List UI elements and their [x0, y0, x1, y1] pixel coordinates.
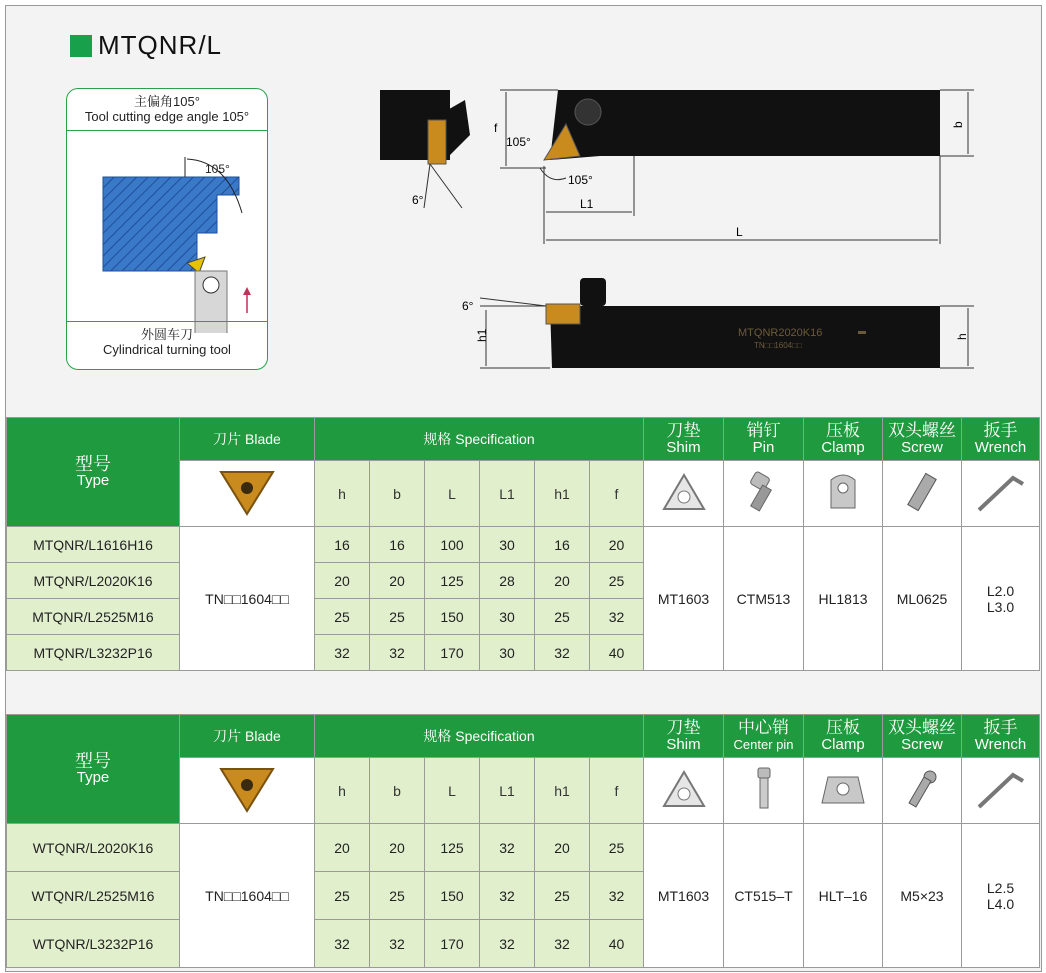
screw-icon [902, 767, 942, 811]
blade-code: TN□□1604□□ [180, 527, 315, 671]
dim-L1: L1 [580, 197, 594, 211]
cell: 20 [315, 563, 370, 599]
spec-col-f: f [590, 461, 644, 527]
spec-header-en: Specification [455, 431, 535, 447]
cell: 32 [480, 920, 535, 968]
wrench-image-cell [962, 461, 1040, 527]
cell: 20 [535, 824, 590, 872]
shim-header [644, 715, 724, 758]
spec-header-zh: 规格 [423, 728, 452, 744]
tool-caption [67, 321, 267, 369]
wrench-size-1: L2.5 [986, 879, 1015, 896]
screw-header-zh: 双头螺丝 [888, 421, 956, 440]
cell: 40 [590, 920, 644, 968]
spec-col-L1: L1 [480, 461, 535, 527]
screw-header-en: Screw [901, 439, 943, 456]
screw-image-cell [883, 461, 962, 527]
wrench-header [962, 418, 1040, 461]
screw-header-zh: 双头螺丝 [888, 718, 956, 737]
end-view-angle: 6° [412, 193, 424, 207]
cell: 25 [315, 599, 370, 635]
cell: 32 [480, 872, 535, 920]
cell: 25 [370, 872, 425, 920]
screw-code: ML0625 [883, 527, 962, 671]
title-marker [70, 35, 92, 57]
cell: 32 [315, 920, 370, 968]
blade-image-cell [180, 461, 315, 527]
blade-header [180, 418, 315, 461]
wrench-size-1: L2.0 [986, 582, 1015, 599]
screw-icon [902, 470, 942, 514]
spec-col-h: h [315, 758, 370, 824]
wrench-code [962, 824, 1040, 968]
pin-header-en: Pin [752, 439, 775, 456]
wrench-icon [973, 470, 1029, 514]
cell: 25 [590, 824, 644, 872]
shank-marking: MTQNR2020K16 [738, 327, 823, 339]
spec-col-f: f [590, 758, 644, 824]
wrench-header [962, 715, 1040, 758]
center-pin-header-en: Center pin [733, 737, 794, 752]
blade-header-zh: 刀片 [213, 728, 242, 744]
spec-col-h: h [315, 461, 370, 527]
spec-col-L: L [425, 461, 480, 527]
clamp-code: HL1813 [804, 527, 883, 671]
wrench-size-2: L3.0 [986, 598, 1015, 615]
type-header [7, 715, 180, 824]
cell: 20 [315, 824, 370, 872]
shim-code: MT1603 [644, 527, 724, 671]
spec-table-2 [6, 714, 1040, 968]
spec-header [315, 418, 644, 461]
wrench-header-zh: 扳手 [983, 421, 1018, 440]
spec-header-zh: 规格 [423, 431, 452, 447]
screw-header [883, 418, 962, 461]
shim-header-zh: 刀垫 [666, 718, 701, 737]
diagram-angle-label: 105° [205, 162, 230, 176]
cell: 125 [425, 824, 480, 872]
shim-header-en: Shim [666, 736, 701, 753]
cell: 30 [480, 599, 535, 635]
screw-code: M5×23 [883, 824, 962, 968]
dim-h: h [955, 333, 969, 340]
shim-header [644, 418, 724, 461]
wrench-icon [973, 767, 1029, 811]
cell: 25 [590, 563, 644, 599]
table-row: WTQNR/L2020K16 [7, 824, 180, 872]
angle-caption-zh: 主偏角105° [134, 94, 200, 109]
pin-image-cell [724, 461, 804, 527]
cell: 150 [425, 599, 480, 635]
clamp-header [804, 715, 883, 758]
clamp-header-zh: 压板 [826, 421, 860, 440]
turning-diagram [67, 133, 267, 333]
wrench-size-2: L4.0 [986, 895, 1015, 912]
cell: 16 [535, 527, 590, 563]
table-row: MTQNR/L3232P16 [7, 635, 180, 671]
tool-caption-zh: 外圆车刀 [140, 327, 193, 342]
clamp-image-cell [804, 758, 883, 824]
table-row: MTQNR/L1616H16 [7, 527, 180, 563]
triangle-insert-icon [217, 466, 277, 518]
spec-col-h1: h1 [535, 461, 590, 527]
clamp-image-cell [804, 461, 883, 527]
cell: 20 [535, 563, 590, 599]
spec-col-h1: h1 [535, 758, 590, 824]
cell: 20 [590, 527, 644, 563]
screw-header [883, 715, 962, 758]
wrench-code [962, 527, 1040, 671]
clamp-header-zh: 压板 [826, 718, 860, 737]
table-row: WTQNR/L2525M16 [7, 872, 180, 920]
dim-L: L [736, 225, 743, 239]
shim-header-en: Shim [666, 439, 701, 456]
wrench-header-en: Wrench [974, 439, 1027, 456]
cell: 30 [480, 635, 535, 671]
cell: 20 [370, 563, 425, 599]
type-header-zh: 型号 [75, 454, 111, 474]
cell: 25 [370, 599, 425, 635]
center-pin-header-zh: 中心销 [738, 718, 789, 737]
shim-icon [661, 471, 707, 513]
wrench-image-cell [962, 758, 1040, 824]
table-row: WTQNR/L3232P16 [7, 920, 180, 968]
pin-header-zh: 销钉 [746, 421, 781, 440]
table-row: MTQNR/L2020K16 [7, 563, 180, 599]
center-pin-icon [749, 766, 779, 812]
shim-code: MT1603 [644, 824, 724, 968]
clamp-header-en: Clamp [821, 439, 865, 456]
angle-caption-en: Tool cutting edge angle 105° [84, 109, 250, 124]
angle-caption [67, 89, 267, 131]
spec-header [315, 715, 644, 758]
shank-sub-marking: TN□□1604□□ [754, 341, 802, 350]
triangle-insert-icon [217, 763, 277, 815]
table-row: MTQNR/L2525M16 [7, 599, 180, 635]
cell: 32 [535, 920, 590, 968]
clamp-header-en: Clamp [821, 736, 865, 753]
blade-code: TN□□1604□□ [180, 824, 315, 968]
blade-header-zh: 刀片 [213, 431, 242, 447]
clamp-icon [818, 767, 868, 811]
cell: 170 [425, 635, 480, 671]
cell: 25 [535, 872, 590, 920]
cell: 32 [315, 635, 370, 671]
wrench-header-zh: 扳手 [983, 718, 1018, 737]
cell: 20 [370, 824, 425, 872]
center-pin-code: CT515–T [724, 824, 804, 968]
cell: 125 [425, 563, 480, 599]
center-pin-header [724, 715, 804, 758]
screw-header-en: Screw [901, 736, 943, 753]
cell: 32 [535, 635, 590, 671]
type-header-zh: 型号 [75, 751, 111, 771]
type-header-en: Type [76, 472, 110, 489]
spec-table-1 [6, 417, 1040, 671]
pin-header [724, 418, 804, 461]
cell: 30 [480, 527, 535, 563]
blade-header-en: Blade [245, 431, 281, 447]
spec-col-L: L [425, 758, 480, 824]
page-title [70, 30, 222, 61]
spec-col-b: b [370, 461, 425, 527]
blade-image-cell [180, 758, 315, 824]
cell: 28 [480, 563, 535, 599]
spec-col-L1: L1 [480, 758, 535, 824]
cell: 150 [425, 872, 480, 920]
blade-header [180, 715, 315, 758]
side-view [462, 278, 974, 368]
angle-info-box [66, 88, 268, 370]
side-angle: 6° [462, 299, 474, 313]
dim-f: f [494, 121, 498, 135]
cell: 32 [370, 635, 425, 671]
top-view [494, 90, 974, 244]
cell: 16 [315, 527, 370, 563]
shim-icon [661, 768, 707, 810]
shim-image-cell [644, 461, 724, 527]
cell: 32 [590, 599, 644, 635]
type-header-en: Type [76, 769, 110, 786]
pin-icon [744, 470, 784, 514]
spec-col-b: b [370, 758, 425, 824]
clamp-icon [823, 470, 863, 514]
cell: 40 [590, 635, 644, 671]
screw-image-cell [883, 758, 962, 824]
tool-caption-en: Cylindrical turning tool [103, 342, 231, 357]
cell: 100 [425, 527, 480, 563]
cell: 32 [480, 824, 535, 872]
end-view [380, 90, 470, 208]
shim-image-cell [644, 758, 724, 824]
dim-h1: h1 [475, 328, 489, 342]
shim-header-zh: 刀垫 [666, 421, 701, 440]
cell: 16 [370, 527, 425, 563]
pin-code: CTM513 [724, 527, 804, 671]
cell: 25 [315, 872, 370, 920]
top-angle-2: 105° [568, 173, 593, 187]
wrench-header-en: Wrench [974, 736, 1027, 753]
cell: 32 [590, 872, 644, 920]
clamp-code: HLT–16 [804, 824, 883, 968]
spec-header-en: Specification [455, 728, 535, 744]
center-pin-image-cell [724, 758, 804, 824]
clamp-header [804, 418, 883, 461]
top-angle-1: 105° [506, 135, 531, 149]
cell: 25 [535, 599, 590, 635]
title-text: MTQNR/L [98, 30, 222, 60]
cell: 170 [425, 920, 480, 968]
dim-b: b [951, 121, 965, 128]
tool-drawings [370, 80, 990, 380]
type-header [7, 418, 180, 527]
cell: 32 [370, 920, 425, 968]
blade-header-en: Blade [245, 728, 281, 744]
